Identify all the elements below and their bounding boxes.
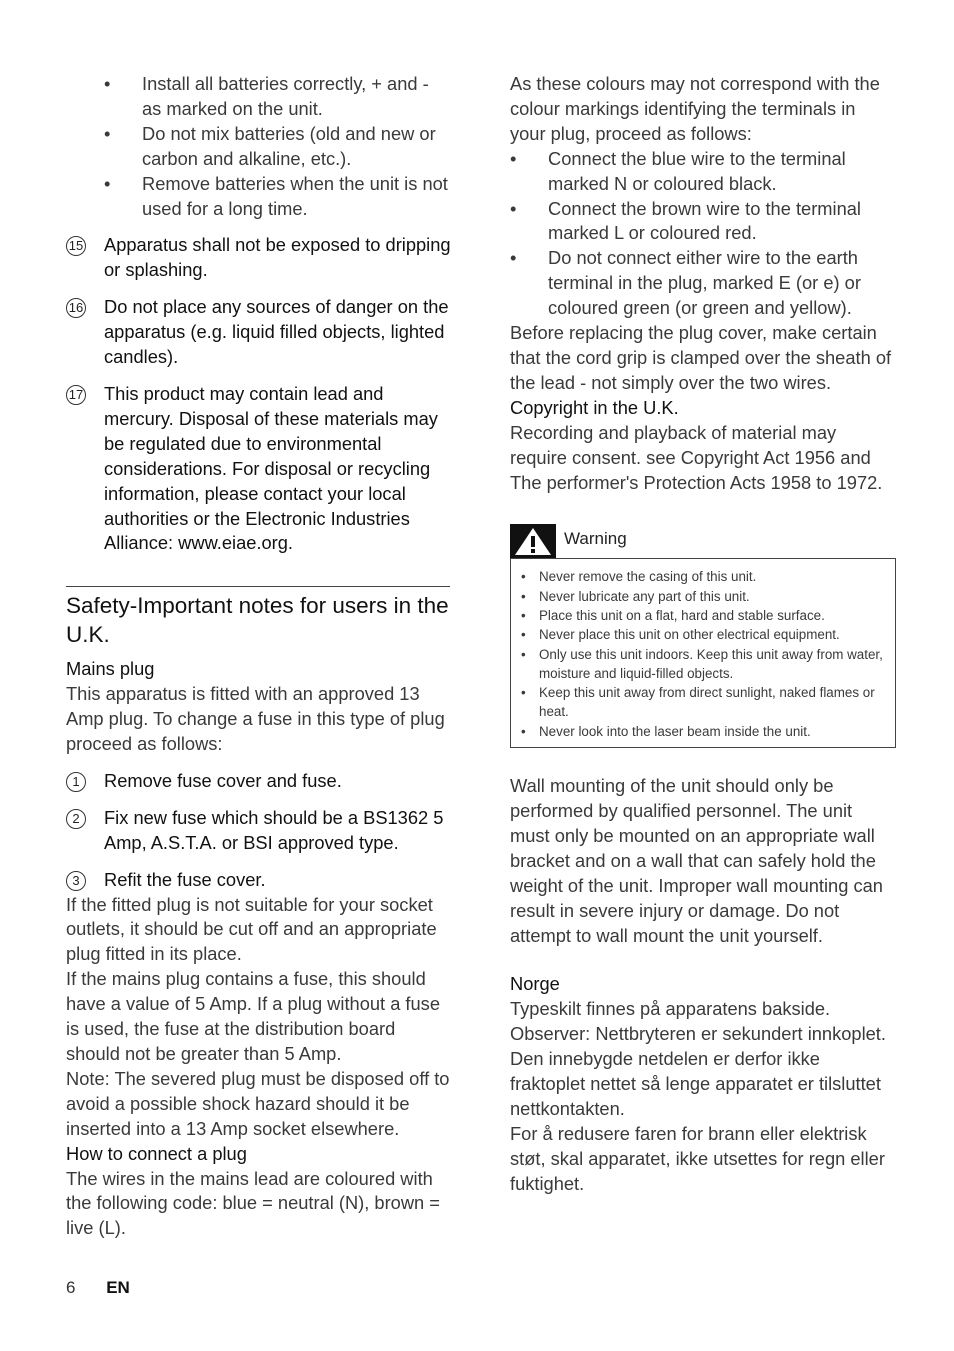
mains-plug-text: This apparatus is fitted with an approved 13 Amp plug. To change a fuse in this type of plug proceed as follows:: [66, 683, 445, 755]
fuse-value-paragraph: If the mains plug contains a fuse, this should have a value of 5 Amp. If a plug without a fuse is used, the fuse at the distribution board should not be greater than 5 Amp.: [66, 968, 440, 1064]
norge-line-1: Typeskilt finnes på apparatens bakside.: [510, 998, 831, 1020]
list-item: • Only use this unit indoors. Keep this unit away from water, moisture and liquid-filled objects.: [521, 646, 883, 681]
list-item: • Install all batteries correctly, + and - as marked on the unit.: [104, 73, 429, 119]
colours-intro: As these colours may not correspond with the colour markings identifying the terminals in your plug, proceed as follows:: [510, 73, 880, 144]
number-badge: 1: [66, 772, 86, 792]
list-item: • Remove batteries when the unit is not used for a long time.: [104, 172, 448, 219]
severed-plug-note: Note: The severed plug must be disposed off to avoid a possible shock hazard should it be inserted into a 13 Amp socket elsewhere.: [66, 1067, 450, 1139]
numbered-item-16: 16 Do not place any sources of danger on the apparatus (e.g. liquid filled objects, lighted candles).: [66, 295, 452, 370]
plug-cover-text: Before replacing the plug cover, make certain that the cord grip is clamped over the sheath of the lead - not simply over the two wires.: [510, 322, 892, 393]
number-badge: 16: [66, 298, 86, 318]
list-item: • Do not mix batteries (old and new or carbon and alkaline, etc.).: [104, 122, 436, 169]
list-item: • Never look into the laser beam inside the unit.: [521, 723, 811, 739]
step-2: 2 Fix new fuse which should be a BS1362 5 Amp, A.S.T.A. or BSI approved type.: [66, 806, 452, 856]
left-column: [66, 72, 452, 1241]
norge-heading: Norge: [510, 973, 560, 995]
number-badge: 3: [66, 871, 86, 891]
section-divider: [66, 586, 450, 587]
wire-bullet-list: [510, 147, 896, 321]
right-column: [510, 72, 896, 1197]
list-item: • Connect the blue wire to the terminal marked N or coloured black.: [510, 147, 846, 194]
fitted-plug-paragraph: If the fitted plug is not suitable for your socket outlets, it should be cut off and an appropriate plug fitted in its place.: [66, 893, 437, 965]
wall-mount-text: Wall mounting of the unit should only be performed by qualified personnel. The unit must only be mounted on an appropriate wall bracket and on a wall that can safely hold the weight of the unit. Improper wall mounting can result in severe injury or damage. Do not attempt to wall mount the unit yourself.: [510, 775, 883, 946]
numbered-item-15: 15 Apparatus shall not be exposed to dripping or splashing.: [66, 233, 452, 283]
warning-title: Warning: [564, 529, 627, 549]
norge-line-3: For å redusere faren for brann eller elektrisk støt, skal apparatet, ikke utsettes for regn eller fuktighet.: [510, 1122, 885, 1194]
list-item: • Do not connect either wire to the earth terminal in the plug, marked E (or e) or coloured green (or green and yellow).: [510, 247, 861, 319]
list-item: • Connect the brown wire to the terminal marked L or coloured red.: [510, 197, 861, 244]
copyright-text: Recording and playback of material may require consent. see Copyright Act 1956 and The performer's Protection Acts 1958 to 1972.: [510, 421, 883, 493]
mains-plug-heading: Mains plug: [66, 658, 155, 680]
connect-plug-text: The wires in the mains lead are coloured with the following code: blue = neutral (N), brown = live (L).: [66, 1167, 440, 1239]
list-item: • Never place this unit on other electrical equipment.: [521, 627, 840, 643]
norge-line-2: Observer: Nettbryteren er sekundert innkoplet. Den innebygde netdelen er derfor ikke fraktoplet nettet så lenge apparatet er tilsluttet nettkontakten.: [510, 1023, 886, 1119]
warning-list: [521, 567, 885, 741]
list-item: • Never remove the casing of this unit.: [521, 569, 757, 585]
page-number: 6: [66, 1278, 76, 1297]
section-title: Safety-Important notes for users in the U.K.: [66, 593, 449, 648]
numbered-item-17: 17 This product may contain lead and mercury. Disposal of these materials may be regulated due to environmental considerations. For disposal or recycling information, please contact your local authorities or the Electronic Industries Alliance: www.eiae.org.: [66, 382, 452, 556]
connect-plug-heading: How to connect a plug: [66, 1142, 247, 1164]
language-code: EN: [106, 1278, 130, 1297]
warning-box: [510, 558, 896, 748]
step-3: 3 Refit the fuse cover.: [66, 868, 452, 893]
number-badge: 17: [66, 385, 86, 405]
step-1: 1 Remove fuse cover and fuse.: [66, 769, 452, 794]
warning-icon: [510, 524, 556, 558]
list-item: • Keep this unit away from direct sunlight, naked flames or heat.: [521, 685, 875, 720]
warning-header: [510, 524, 896, 558]
list-item: • Place this unit on a flat, hard and stable surface.: [521, 608, 825, 623]
copyright-heading: Copyright in the U.K.: [510, 396, 679, 418]
number-badge: 15: [66, 236, 86, 256]
number-badge: 2: [66, 809, 86, 829]
list-item: • Never lubricate any part of this unit.: [521, 588, 750, 604]
battery-bullet-list: [66, 72, 452, 221]
page-footer: [66, 1278, 130, 1298]
